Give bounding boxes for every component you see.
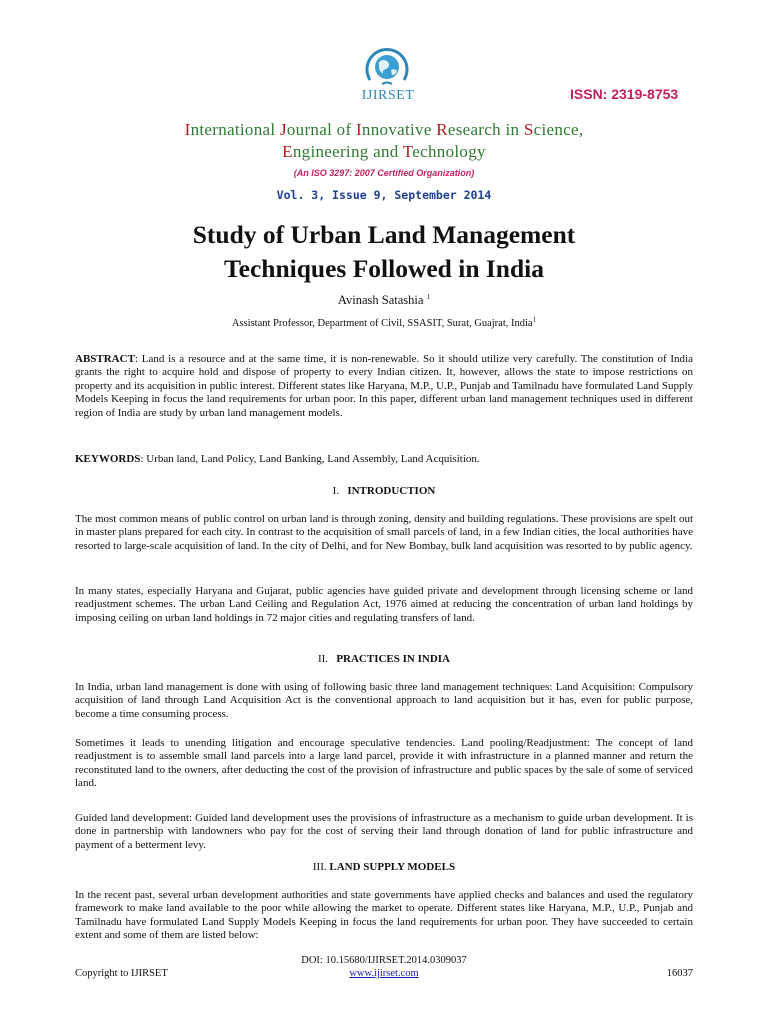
copyright: Copyright to IJIRSET — [75, 968, 168, 979]
abstract — [75, 353, 693, 420]
journal-title-line2 — [0, 142, 768, 162]
volume-issue: Vol. 3, Issue 9, September 2014 — [276, 188, 492, 202]
journal-title-line1 — [0, 120, 768, 140]
keywords-text: : Urban land, Land Policy, Land Banking, Land Assembly, Land Acquisition. — [140, 453, 480, 465]
abstract-text: : Land is a resource and at the same time, it is non-renewable. So it should utilize very carefully. The constitution of India grants the right to acquire hold and dispose of property to every Indian citizen. It, however, allows the state to impose restrictions on property and its acquisition in public interest. Different states like Haryana, M.P., U.P., Punjab and Tamilnadu have formulated Land Supply Models Keeping in focus the land requirements for urban poor. In this paper, different urban land management techniques used in different region of India are study by urban land management models. — [75, 353, 693, 419]
practices-paragraph-2: Sometimes it leads to unending litigation and encourage speculative tendencies. Land pooling/Readjustment: The concept of land readjustment is to assemble small land parcels into a large land parcel, provide it with infrastructure in a planned manner and return the reconstituted land to the owners, after deducting the cost of the provision of infrastructure and public spaces by the sale of some of serviced land. — [75, 737, 693, 790]
intro-paragraph-1: The most common means of public control on urban land is through zoning, density and building regulations. These provisions are spelt out in master plans prepared for each city. In contrast to the acquisition of small parcels of land, in a few Indian cities, the local authorities have resorted to large-scale acquisition of land. In the city of Delhi, and for New Bombay, bulk land acquisition was resorted to by public agency. — [75, 513, 693, 552]
affiliation — [0, 315, 768, 329]
journal-title-capital: E — [282, 142, 293, 161]
author-name: Avinash Satashia — [337, 293, 424, 307]
journal-title-capital: T — [402, 142, 413, 161]
journal-logo — [338, 36, 438, 108]
affiliation-text: Assistant Professor, Department of Civil, SSASIT, Surat, Guajrat, India — [231, 318, 533, 329]
keywords-label: KEYWORDS — [75, 453, 141, 465]
section-title: LAND SUPPLY MODELS — [329, 861, 456, 873]
journal-title-capital: I — [355, 120, 362, 139]
section-heading-practices — [0, 653, 768, 665]
doi: DOI: 10.15680/IJIRSET.2014.0309037 — [301, 955, 467, 966]
practices-paragraph-1: In India, urban land management is done with using of following basic three land management techniques: Land Acquisition: Compulsory acquisition of land through Land Acquisition Act is the conventional approach to land acquisition but it has, even for public purpose, become a time consuming process. — [75, 681, 693, 720]
journal-title-text: cience, — [533, 120, 584, 139]
issn-label: ISSN: 2319-8753 — [570, 86, 679, 102]
iso-note: (An ISO 3297: 2007 Certified Organization) — [293, 168, 475, 178]
section-number: I. — [332, 485, 340, 497]
journal-title-text: nternational — [190, 120, 280, 139]
journal-website-link[interactable]: www.ijirset.com — [349, 968, 419, 979]
abstract-label: ABSTRACT — [75, 353, 135, 365]
journal-title-capital: R — [436, 120, 448, 139]
logo-text: IJIRSET — [361, 88, 415, 103]
affiliation-superscript: 1 — [532, 315, 537, 324]
author — [0, 293, 768, 308]
practices-paragraph-3: Guided land development: Guided land development uses the provisions of infrastructure as a mechanism to guide urban development. It is done in partnership with landowners who pay for the cost of serving their land through donation of land for public infrastructure and payment of a betterment levy. — [75, 812, 693, 851]
paper-title — [0, 218, 768, 286]
journal-title-text: esearch in — [447, 120, 524, 139]
intro-paragraph-2: In many states, especially Haryana and Gujarat, public agencies have guided private and development through licensing scheme or land readjustment schemes. The urban Land Ceiling and Regulation Act, 1976 aimed at reducing the concentration of urban land holdings by imposing ceiling on urban land holdings in 72 major cities and regulating transfers of land. — [75, 585, 693, 624]
section-heading-introduction — [0, 485, 768, 497]
author-superscript: 1 — [426, 292, 431, 301]
journal-title-text: ngineering and — [292, 142, 403, 161]
journal-title-text: nnovative — [361, 120, 437, 139]
section-title: INTRODUCTION — [347, 485, 436, 497]
journal-title-capital: I — [184, 120, 191, 139]
land-supply-paragraph-1: In the recent past, several urban development authorities and state governments have applied checks and balances and used the regulatory framework to make land available to the poor while allowing the market to operate. Different states like Haryana, M.P., U.P., Punjab and Tamilnadu have formulated Land Supply Models Keeping in focus the land requirements for urban poor. They have succeeded to certain extent and some of them are listed below: — [75, 889, 693, 942]
paper-title-line1: Study of Urban Land Management — [192, 220, 576, 249]
globe-icon — [362, 40, 412, 90]
paper-title-line2: Techniques Followed in India — [223, 254, 545, 283]
journal-title-capital: J — [279, 120, 287, 139]
keywords — [75, 453, 693, 466]
section-number: II. — [317, 653, 329, 665]
journal-title-capital: S — [523, 120, 534, 139]
section-number: III. — [312, 861, 327, 873]
journal-title-text: echnology — [412, 142, 486, 161]
section-title: PRACTICES IN INDIA — [336, 653, 450, 665]
page-number: 16037 — [666, 968, 693, 979]
journal-title-text: ournal of — [286, 120, 356, 139]
section-heading-land-supply — [0, 861, 768, 873]
